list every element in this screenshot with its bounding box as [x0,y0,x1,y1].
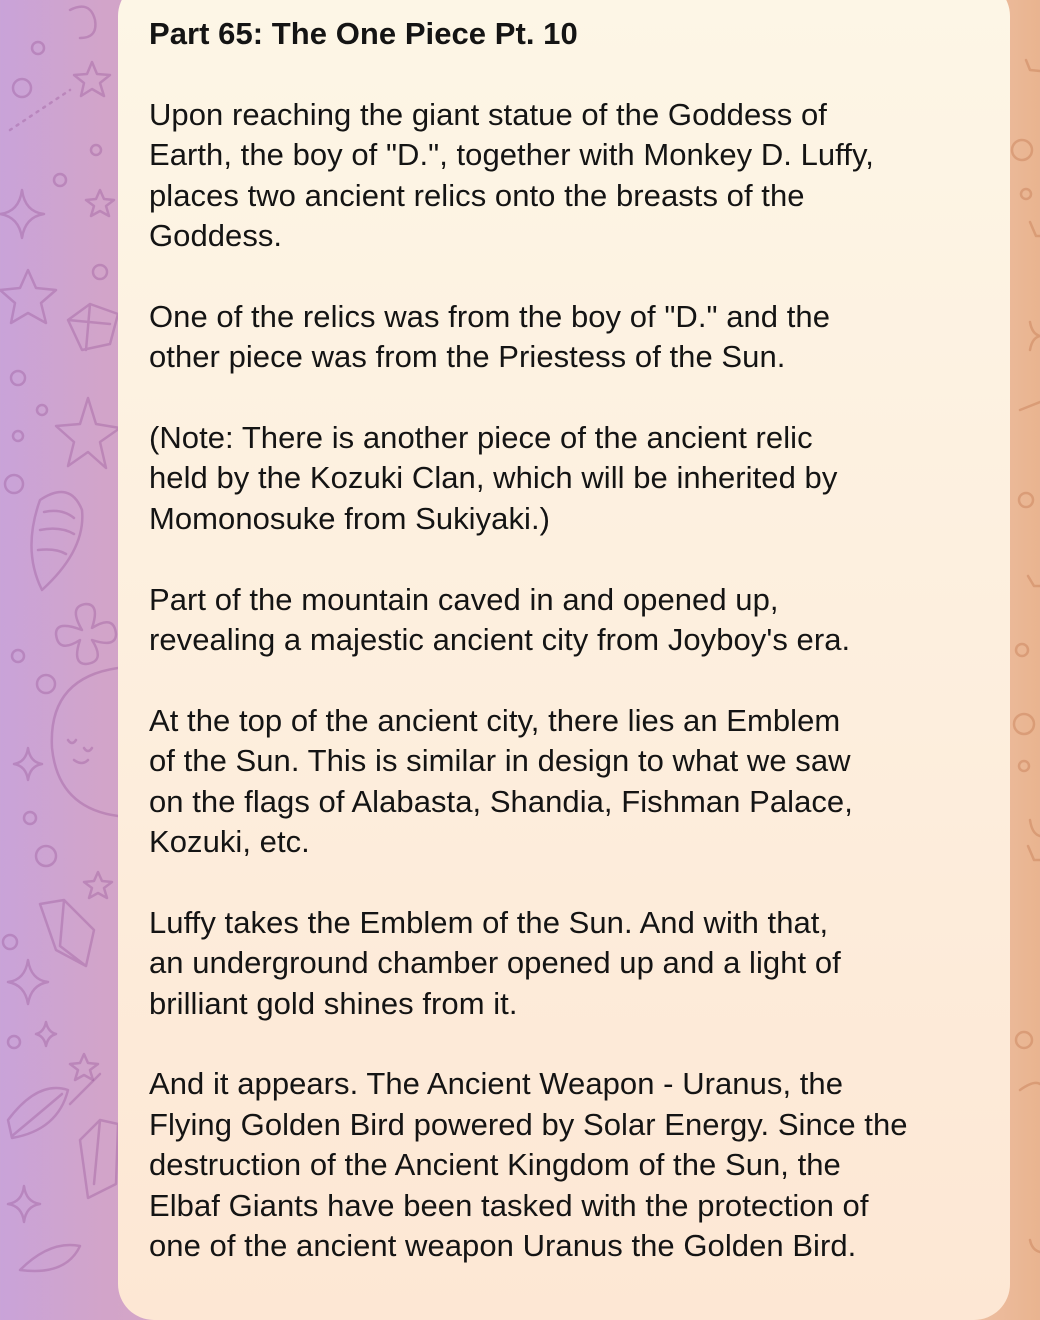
circle-doodle-icon [32,42,44,54]
message-paragraph: Luffy takes the Emblem of the Sun. And with that, an underground chamber opened up and a light of brilliant gold shines from it. [149,904,841,1021]
flower-doodle-icon [56,604,116,664]
circle-doodle-icon [1014,714,1034,734]
sparkle-doodle-icon [8,960,48,1004]
sparkle-doodle-icon [1030,1240,1040,1252]
leaf-doodle-icon [1020,1083,1040,1090]
circle-doodle-icon [36,846,56,866]
sparkle-doodle-icon [1030,820,1040,836]
message-paragraph: At the top of the ancient city, there lies an Emblem of the Sun. This is similar in design to what we saw on the flags of Alabasta, Shandia, Fishman Palace, Kozuki, etc. [149,702,853,860]
star-doodle-icon [1030,222,1040,236]
star-doodle-icon [1026,60,1040,71]
leaf-doodle-icon [8,1088,68,1138]
circle-doodle-icon [1016,644,1028,656]
circle-doodle-icon [1021,189,1031,199]
message-title: Part 65: The One Piece Pt. 10 [149,16,578,51]
circle-doodle-icon [1012,140,1032,160]
circle-doodle-icon [24,812,36,824]
star-doodle-icon [1028,576,1040,586]
sparkle-doodle-icon [1030,322,1040,350]
message-paragraph: One of the relics was from the boy of "D." and the other piece was from the Priestess of the Sun. [149,298,831,375]
circle-doodle-icon [5,475,23,493]
crystal-doodle-icon [40,900,94,966]
star-doodle-icon [0,270,56,323]
circle-doodle-icon [12,650,24,662]
sparkle-doodle-icon [14,748,42,780]
star-doodle-icon [86,190,114,216]
circle-doodle-icon [91,145,101,155]
circle-doodle-icon [3,935,17,949]
planet-doodle-icon [52,668,118,816]
circle-doodle-icon [13,431,23,441]
sparkle-doodle-icon [36,1022,56,1046]
star-doodle-icon [70,1054,98,1080]
message-paragraph: And it appears. The Ancient Weapon - Uranus, the Flying Golden Bird powered by Solar Energy. Since the destruction of the Ancient Kingdom of the Sun, the Elbaf Giants have been tasked with the protection of one of the ancient weapon Uranus the Golden Bird. [149,1066,908,1264]
seashell-doodle-icon [31,492,82,590]
arrow-doodle [1020,402,1040,410]
sparkle-doodle-icon [0,190,44,238]
message-paragraph: (Note: There is another piece of the ancient relic held by the Kozuki Clan, which will be inherited by Momonosuke from Sukiyaki.) [149,420,838,536]
circle-doodle-icon [1019,493,1033,507]
circle-doodle-icon [54,174,66,186]
crystal-doodle-icon [68,304,118,350]
circle-doodle-icon [1019,761,1029,771]
star-doodle-icon [74,62,110,96]
swirl-doodle-icon [70,7,95,38]
message-text [149,14,1010,1266]
star-doodle-icon [84,872,112,898]
sparkle-doodle-icon [8,1186,40,1222]
circle-doodle-icon [37,675,55,693]
star-doodle-icon [1028,846,1040,860]
circle-doodle-icon [13,79,31,97]
leaf-doodle-icon [20,1245,80,1271]
circle-doodle-icon [8,1036,20,1048]
star-doodle-icon [56,398,120,468]
circle-doodle-icon [11,371,25,385]
face-doodle [68,740,92,763]
message-paragraph: Part of the mountain caved in and opened up, revealing a majestic ancient city from Joyboy's era. [149,581,851,658]
crystal-doodle-icon [80,1120,118,1198]
circle-doodle-icon [93,265,107,279]
circle-doodle-icon [1016,1032,1032,1048]
chat-message-bubble[interactable] [118,0,1010,1320]
circle-doodle-icon [37,405,47,415]
message-paragraph: Upon reaching the giant statue of the Goddess of Earth, the boy of "D.", together with Monkey D. Luffy, places two ancient relics onto the breasts of the Goddess. [149,96,874,254]
